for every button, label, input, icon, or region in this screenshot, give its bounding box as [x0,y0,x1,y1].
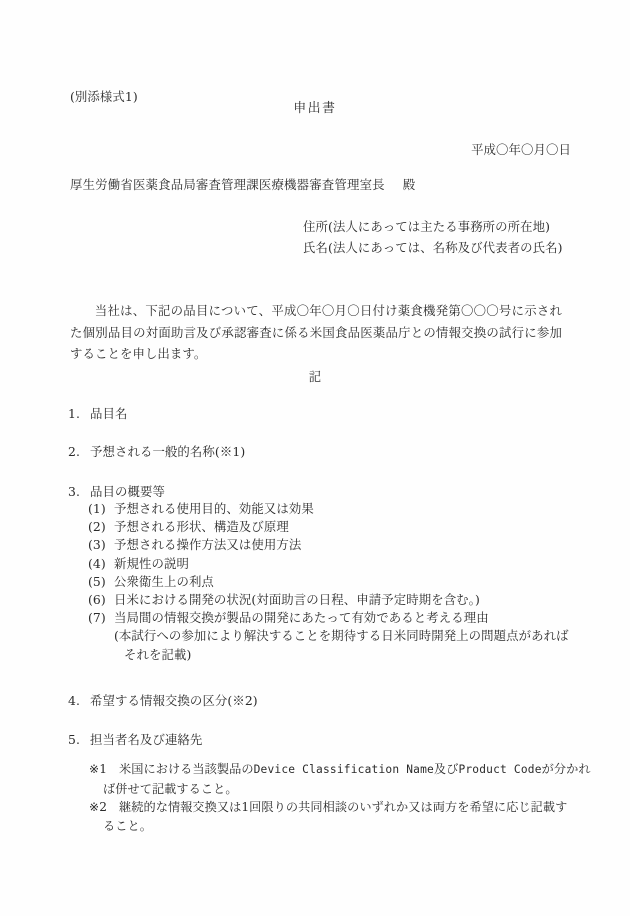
sub-item-4 [88,555,569,573]
sub-item-6 [88,591,569,609]
item-label: 予想される一般的名称(※1) [90,444,246,459]
applicant-name-line: 氏名(法人にあっては、名称及び代表者の氏名) [303,240,563,255]
sub-item-number: (3) [88,537,106,553]
sub-item-number: (6) [88,592,106,608]
footnote-1 [89,760,591,780]
item-number: 1. [68,406,81,421]
sub-item-number: (2) [88,519,106,535]
item-label: 品目名 [90,406,128,421]
applicant-address-line: 住所(法人にあっては主たる事務所の所在地) [303,219,551,234]
document-title: 申出書 [293,101,337,116]
list-item-1 [68,405,127,423]
date-line: 平成〇年〇月〇日 [471,142,571,157]
sub-item-2 [88,518,569,536]
sub-item-7-continuation-line-2: それを記載) [124,646,192,662]
item-label: 担当者名及び連絡先 [90,732,203,747]
item-number: 2. [68,444,81,459]
sub-item-number: (1) [88,501,106,516]
sub-item-label: 予想される形状、構造及び原理 [114,519,289,535]
sub-item-number: (7) [88,610,106,626]
addressee-line [70,176,415,194]
footnote-text-before: 米国における当該製品の [119,762,254,776]
footnote-list [89,760,591,835]
item-number: 4. [68,693,81,708]
ki-marker: 記 [308,369,322,384]
footnote-term-product-code: Product Code [458,763,542,776]
sub-item-label: 予想される操作方法又は使用方法 [114,537,302,553]
footnote-marker: ※1 [89,762,108,776]
body-paragraph: 当社は、下記の品目について、平成〇年〇月〇日付け薬食機発第〇〇〇号に示された個別品目の対面助言及び承認審査に係る米国食品医薬品庁との情報交換の試行に参加することを申し出ます。 [70,303,562,361]
sub-item-number: (5) [88,573,106,589]
addressee-honorific: 殿 [402,177,416,192]
item-label: 希望する情報交換の区分(※2) [90,693,258,708]
footnote-2 [89,798,591,817]
sub-item-1 [88,500,569,518]
footnote-term-device-classification-name: Device Classification Name [253,763,434,776]
footnote-text-after: が分かれ [541,762,591,776]
footnote-text-mid: 及び [433,762,459,776]
sub-item-label: 日米における開発の状況(対面助言の日程、申請予定時期を含む。) [114,592,480,608]
list-item-2 [68,443,245,461]
list-item-4 [68,692,258,710]
footnote-marker: ※2 [89,800,108,814]
sub-item-7-continuation-line-1: (本試行への参加により解決することを期待する日米同時開発上の問題点があれば [114,628,569,644]
item-number: 5. [68,732,81,747]
sub-item-7 [88,609,569,627]
footnote-1-continuation: ば併せて記載すること。 [103,781,238,796]
list-item-5 [68,731,202,749]
sub-item-number: (4) [88,555,106,571]
item-number: 3. [68,484,81,499]
sub-item-label: 当局間の情報交換が製品の開発にあたって有効であると考える理由 [114,610,489,626]
sub-item-list [88,500,569,664]
form-tag: (別添様式1) [70,89,138,104]
sub-item-label: 新規性の説明 [114,555,189,571]
footnote-text: 継続的な情報交換又は1回限りの共同相談のいずれか又は両方を希望に応じ記載す [119,800,568,814]
applicant-block [303,216,563,258]
list-item-3 [68,483,165,501]
item-label: 品目の概要等 [90,484,165,499]
footnote-2-continuation: ること。 [103,818,152,833]
sub-item-label: 公衆衛生上の利点 [114,573,214,589]
sub-item-label: 予想される使用目的、効能又は効果 [114,501,314,516]
addressee-name: 厚生労働省医薬食品局審査管理課医療機器審査管理室長 [70,177,385,192]
sub-item-3 [88,536,569,554]
sub-item-5 [88,573,569,591]
